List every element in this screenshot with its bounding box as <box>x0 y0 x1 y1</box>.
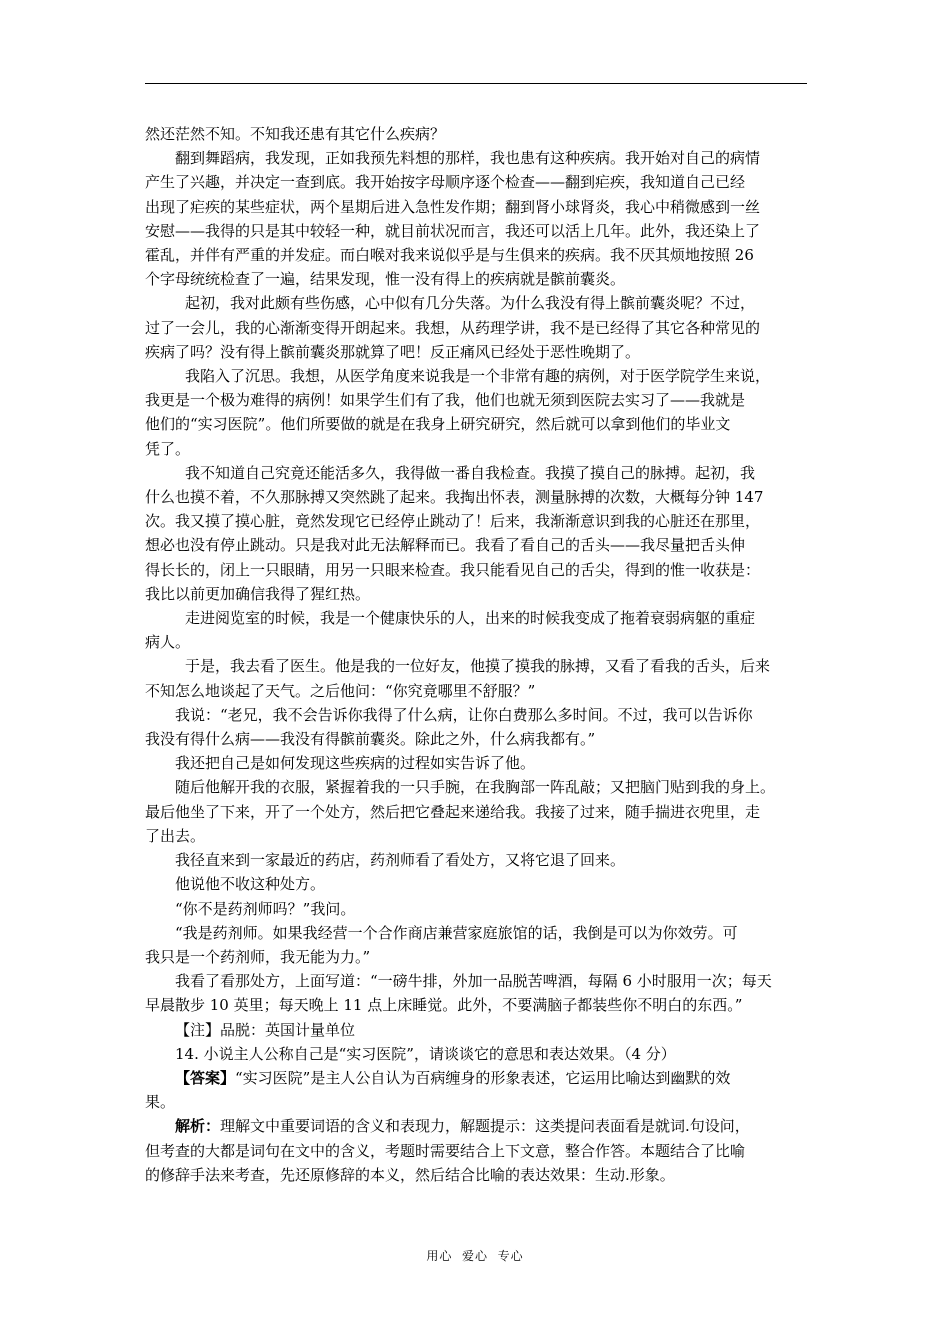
text-line: 我陷入了沉思。我想，从医学角度来说我是一个非常有趣的病例，对于医学院学生来说， <box>185 367 771 386</box>
paragraph-9 <box>145 751 809 775</box>
paragraph-3 <box>145 291 809 364</box>
text-line: 早晨散步 10 英里；每天晚上 11 点上床睡觉。此外，不要满脑子都装些你不明白的东西。” <box>145 996 743 1015</box>
text-line <box>145 1114 809 1138</box>
paragraph-8 <box>145 703 809 751</box>
text-line: 翻到舞蹈病，我发现，正如我预先料想的那样，我也患有这种疾病。我开始对自己的病情 <box>175 149 761 168</box>
text-line: 的修辞手法来考查，先还原修辞的本义，然后结合比喻的表达效果：生动.形象。 <box>145 1165 675 1184</box>
text-line: 不知怎么地谈起了天气。之后他问：“你究竟哪里不舒服？” <box>145 681 536 700</box>
text-line: 什么也摸不着，不久那脉搏又突然跳了起来。我掏出怀表，测量脉搏的次数，大概每分钟 147 <box>145 488 764 507</box>
document-body <box>145 122 809 1187</box>
answer <box>145 1066 809 1114</box>
text-line: 我更是一个极为难得的病例！如果学生们有了我，他们也就无须到医院去实习了——我就是 <box>145 391 746 410</box>
question-14 <box>145 1042 809 1066</box>
analysis-text: 理解文中重要词语的含义和表现力，解题提示：这类提问表面看是就词.句设问， <box>220 1117 750 1136</box>
text-line: 疾病了吗？没有得上髌前囊炎那就算了吧！反正痛风已经处于恶性晚期了。 <box>145 342 641 361</box>
text-line: 过了一会儿，我的心渐渐变得开朗起来。我想，从药理学讲，我不是已经得了其它各种常见的 <box>145 318 761 337</box>
text-line: 产生了兴趣，并决定一查到底。我开始按字母顺序逐个检查——翻到疟疾，我知道自己已经 <box>145 173 746 192</box>
paragraph-12 <box>145 872 809 896</box>
text-line: 他说他不收这种处方。 <box>175 875 326 894</box>
answer-label: 【答案】 <box>175 1068 236 1087</box>
paragraph-4 <box>145 364 809 461</box>
text-line: “我是药剂师。如果我经营一个合作商店兼营家庭旅馆的话，我倒是可以为你效劳。可 <box>175 923 738 942</box>
text-line: 最后他坐了下来，开了一个处方，然后把它叠起来递给我。我接了过来，随手揣进衣兜里，走 <box>145 802 761 821</box>
text-line: 于是，我去看了医生。他是我的一位好友，他摸了摸我的脉搏，又看了看我的舌头，后来 <box>185 657 771 676</box>
text-line: 我比以前更加确信我得了猩红热。 <box>145 584 371 603</box>
text-line: 安慰——我得的只是其中较轻一种，就目前状况而言，我还可以活上几年。此外，我还染上了 <box>145 221 761 240</box>
paragraph-5 <box>145 461 809 606</box>
text-line: 14. 小说主人公称自己是“实习医院”，请谈谈它的意思和表达效果。（4 分） <box>175 1044 676 1063</box>
page-footer: 用心 爱心 专心 <box>426 1249 524 1263</box>
text-line: 霍乱，并伴有严重的并发症。而白喉对我来说似乎是与生俱来的疾病。我不厌其烦地按照 26 <box>145 246 754 265</box>
paragraph-1: 然还茫然不知。不知我还患有其它什么疾病？ <box>145 125 446 143</box>
text-line: 我没有得什么病——我没有得髌前囊炎。除此之外，什么病我都有。” <box>145 730 596 749</box>
text-line: 想必也没有停止跳动。只是我对此无法解释而已。我看了看自己的舌头——我尽量把舌头伸 <box>145 536 746 555</box>
text-line: 我不知道自己究竟还能活多久，我得做一番自我检查。我摸了摸自己的脉搏。起初，我 <box>185 463 756 482</box>
text-line: 我还把自己是如何发现这些疾病的过程如实告诉了他。 <box>175 754 536 773</box>
paragraph-6 <box>145 606 809 654</box>
paragraph-14 <box>145 921 809 969</box>
text-line <box>145 1066 809 1090</box>
paragraph-7 <box>145 654 809 702</box>
note <box>145 1018 809 1042</box>
text-line: “你不是药剂师吗？”我问。 <box>175 899 356 918</box>
text-line: 起初，我对此颇有些伤感，心中似有几分失落。为什么我没有得上髌前囊炎呢？不过， <box>185 294 756 313</box>
text-line: 但考查的大都是词句在文中的含义，考题时需要结合上下文意，整合作答。本题结合了比喻 <box>145 1141 746 1160</box>
text-line: 我只是一个药剂师，我无能为力。” <box>145 947 371 966</box>
text-line: 凭了。 <box>145 439 191 458</box>
text-line: 病人。 <box>145 633 191 652</box>
text-line: 走进阅览室的时候，我是一个健康快乐的人，出来的时候我变成了拖着衰弱病躯的重症 <box>185 609 756 628</box>
text-line: 我径直来到一家最近的药店，药剂师看了看处方，又将它退了回来。 <box>175 851 626 870</box>
answer-text: “实习医院”是主人公自认为百病缠身的形象表述，它运用比喻达到幽默的效 <box>235 1068 731 1087</box>
text-line: 随后他解开我的衣服，紧握着我的一只手腕，在我胸部一阵乱敲；又把脑门贴到我的身上。 <box>175 778 776 797</box>
text-line: 次。我又摸了摸心脏，竟然发现它已经停止跳动了！后来，我渐渐意识到我的心脏还在那里， <box>145 512 761 531</box>
text-line: 【注】品脱：英国计量单位 <box>175 1020 356 1039</box>
header-rule <box>145 83 807 84</box>
text-line: 果。 <box>145 1093 176 1112</box>
analysis <box>145 1114 809 1187</box>
paragraph-10 <box>145 775 809 848</box>
paragraph-11 <box>145 848 809 872</box>
text-line: 得长长的，闭上一只眼睛，用另一只眼来检查。我只能看见自己的舌尖，得到的惟一收获是： <box>145 560 761 579</box>
text-line: 了出去。 <box>145 826 206 845</box>
paragraph-13 <box>145 897 809 921</box>
text-line: 我看了看那处方，上面写道：“一磅牛排，外加一品脱苦啤酒，每隔 6 小时服用一次；每天 <box>175 972 772 991</box>
paragraph-15 <box>145 969 809 1017</box>
paragraph-2 <box>145 146 809 291</box>
text-line: 出现了疟疾的某些症状，两个星期后进入急性发作期；翻到肾小球肾炎，我心中稍微感到一丝 <box>145 197 761 216</box>
analysis-label: 解析： <box>175 1117 221 1136</box>
text-line: 个字母统统检查了一遍，结果发现，惟一没有得上的疾病就是髌前囊炎。 <box>145 270 626 289</box>
text-line: 我说：“老兄，我不会告诉你我得了什么病，让你白费那么多时间。不过，我可以告诉你 <box>175 705 753 724</box>
text-line: 他们的“实习医院”。他们所要做的就是在我身上研究研究，然后就可以拿到他们的毕业文 <box>145 415 731 434</box>
